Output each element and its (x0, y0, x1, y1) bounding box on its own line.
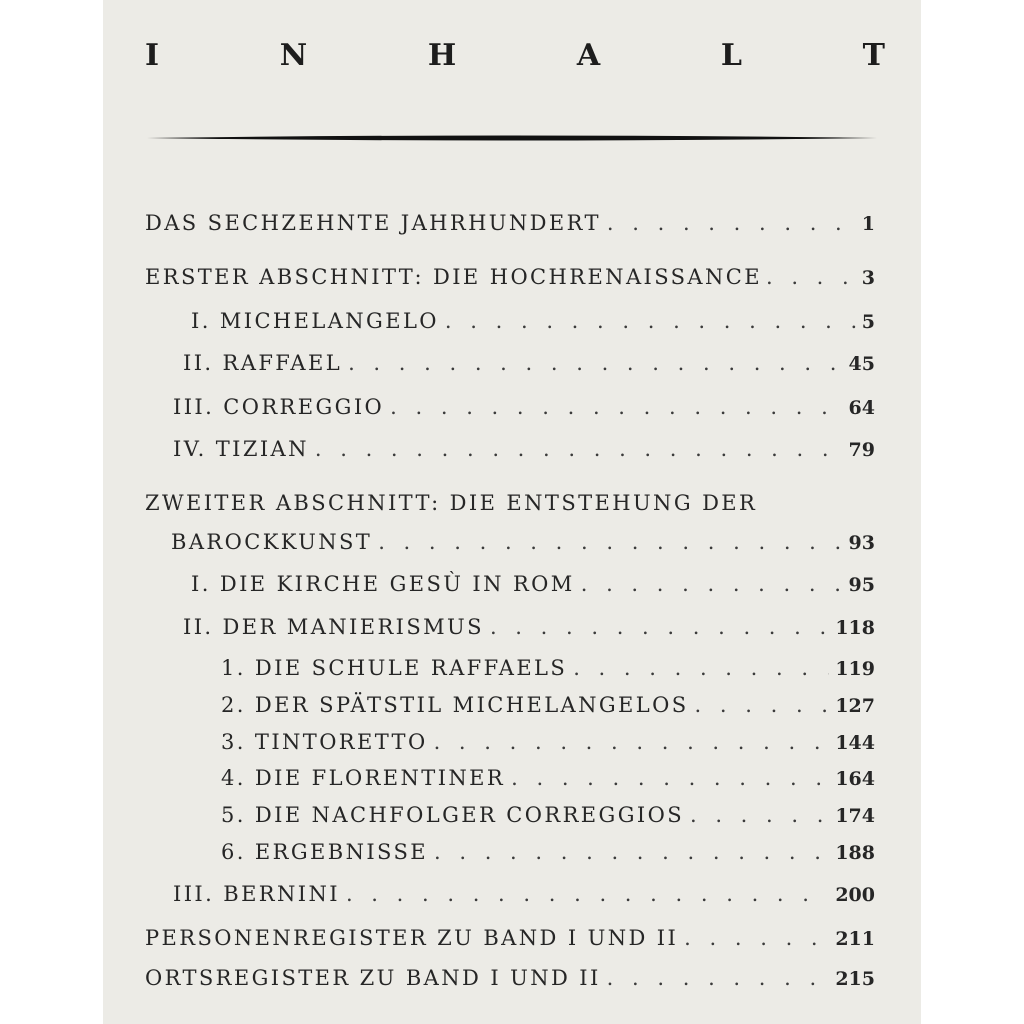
toc-entry-label: II. RAFFAEL (183, 351, 343, 375)
toc-leader-dots (490, 615, 829, 639)
toc-entry-label: III. CORREGGIO (173, 395, 385, 419)
toc-entry (145, 265, 875, 295)
toc-page-number: 1 (861, 213, 875, 235)
title-letter: L (720, 38, 742, 73)
toc-entry-label: 3. TINTORETTO (221, 730, 428, 754)
toc-entry (173, 437, 875, 467)
toc-leader-dots (607, 966, 830, 990)
toc-leader-dots (607, 211, 856, 235)
toc-page-number: 95 (848, 574, 875, 596)
toc-entry-label: 6. ERGEBNISSE (221, 840, 428, 864)
toc-entry-label: 2. DER SPÄTSTIL MICHELANGELOS (221, 693, 689, 717)
toc-entry (145, 926, 875, 956)
toc-page-number: 215 (835, 968, 875, 990)
toc-page-number: 174 (835, 805, 875, 827)
toc-page-number: 188 (835, 842, 875, 864)
toc-leader-dots (434, 840, 829, 864)
book-page (103, 0, 921, 1024)
toc-entry (221, 803, 875, 833)
toc-entry-label: BAROCKKUNST (171, 530, 373, 554)
title-letter: I (145, 38, 160, 73)
toc-page-number: 119 (835, 658, 875, 680)
toc-leader-dots (445, 309, 856, 333)
toc-entry (221, 840, 875, 870)
toc-entry-label: 5. DIE NACHFOLGER CORREGGIOS (221, 803, 684, 827)
toc-entry-label: ORTSREGISTER ZU BAND I UND II (145, 966, 601, 990)
toc-entry (171, 530, 875, 560)
toc-entry (221, 656, 875, 686)
toc-page-number: 144 (835, 732, 875, 754)
toc-page-number: 211 (835, 928, 875, 950)
toc-entry-label: I. MICHELANGELO (191, 309, 439, 333)
toc-entry (173, 395, 875, 425)
title-letter: H (427, 38, 457, 73)
toc-leader-dots (684, 926, 829, 950)
toc-entry (173, 882, 875, 912)
toc-entry-label: III. BERNINI (173, 882, 340, 906)
toc-leader-dots (434, 730, 830, 754)
toc-entry (145, 211, 875, 241)
toc-page-number: 200 (835, 884, 875, 906)
toc-entry-label: PERSONENREGISTER ZU BAND I UND II (145, 926, 679, 950)
toc-entry (221, 693, 875, 723)
toc-entry (145, 966, 875, 996)
toc-page-number: 79 (848, 439, 875, 461)
toc-entry (191, 309, 875, 339)
title-letter: N (279, 38, 308, 73)
toc-leader-dots (378, 530, 842, 554)
toc-entry-label: DAS SECHZEHNTE JAHRHUNDERT (145, 211, 601, 235)
toc-leader-dots (573, 656, 829, 680)
toc-leader-dots (346, 882, 829, 906)
toc-page-number: 3 (861, 267, 875, 289)
toc-entry (221, 766, 875, 796)
toc-entry (191, 572, 875, 602)
toc-leader-dots (315, 437, 843, 461)
title-letter: T (862, 38, 885, 73)
toc-page-number: 93 (848, 532, 875, 554)
scan-margin (921, 0, 1024, 1024)
toc-leader-dots (695, 693, 830, 717)
toc-leader-dots (690, 803, 829, 827)
toc-entry-label: ZWEITER ABSCHNITT: DIE ENTSTEHUNG DER (145, 491, 758, 515)
toc-entry (221, 730, 875, 760)
toc-page-number: 118 (835, 617, 875, 639)
toc-leader-dots (581, 572, 843, 596)
toc-entry (183, 615, 875, 645)
toc-page-number: 45 (848, 353, 875, 375)
toc-entry (183, 351, 875, 381)
toc-entry-label: 1. DIE SCHULE RAFFAELS (221, 656, 568, 680)
toc-entry (145, 491, 875, 521)
toc-page-number: 164 (835, 768, 875, 790)
toc-leader-dots (766, 265, 858, 289)
toc-entry-label: I. DIE KIRCHE GESÙ IN ROM (191, 572, 575, 596)
toc-page-number: 64 (848, 397, 875, 419)
title-letter: A (576, 38, 601, 73)
toc-page-number: 127 (835, 695, 875, 717)
toc-entry-label: IV. TIZIAN (173, 437, 309, 461)
table-of-contents (103, 0, 921, 1024)
toc-leader-dots (390, 395, 842, 419)
toc-entry-label: ERSTER ABSCHNITT: DIE HOCHRENAISSANCE (145, 265, 762, 289)
toc-entry-label: II. DER MANIERISMUS (183, 615, 484, 639)
toc-leader-dots (348, 351, 842, 375)
toc-page-number: 5 (861, 311, 875, 333)
toc-leader-dots (511, 766, 829, 790)
toc-entry-label: 4. DIE FLORENTINER (221, 766, 506, 790)
